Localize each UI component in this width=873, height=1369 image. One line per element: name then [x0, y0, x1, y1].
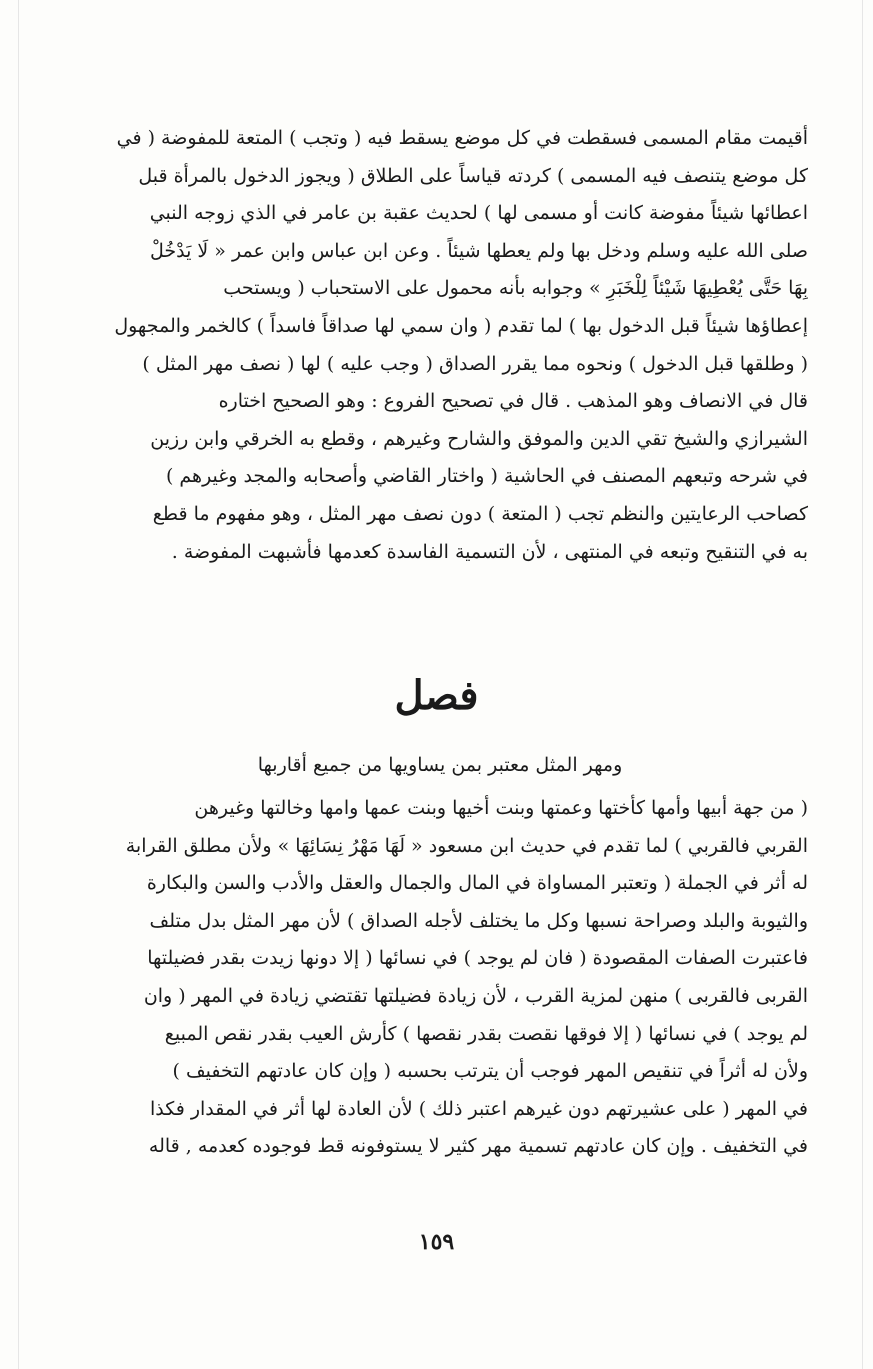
- section-subtitle: ومهر المثل معتبر بمن يساويها من جميع أقاربها: [257, 754, 623, 776]
- text-line: إعطاؤها شيئاً قبل الدخول بها ) لما تقدم ( وان سمي لها صداقاً فاسداً ) كالخمر والمجهول: [114, 314, 808, 337]
- page-number: ١٥٩: [418, 1229, 455, 1255]
- paragraph-top: [78, 120, 808, 571]
- text-line: كل موضع يتنصف فيه المسمى ) كردته قياساً على الطلاق ( ويجوز الدخول بالمرأة قبل: [138, 164, 808, 187]
- text-line: القربى فالقربى ) منهن لمزية القرب ، لأن زيادة فضيلتها تقتضي زيادة في المهر ( وان: [143, 984, 808, 1007]
- text-line: به في التنقيح وتبعه في المنتهى ، لأن التسمية الفاسدة كعدمها فأشبهت المفوضة .: [171, 540, 808, 563]
- text-line: بِهَا حَتَّى يُعْطِيهَا شَيْئاً لِلْخَبَرِ » وجوابه بأنه محمول على الاستحباب ( ويستحب: [223, 277, 808, 300]
- text-line: قال في الانصاف وهو المذهب . قال في تصحيح الفروع : وهو الصحيح اختاره: [218, 390, 808, 413]
- text-line: في التخفيف . وإن كان عادتهم تسمية مهر كثير لا يستوفونه قط فوجوده كعدمه , قاله: [148, 1135, 808, 1158]
- text-line: ( وطلقها قبل الدخول ) ونحوه مما يقرر الصداق ( وجب عليه ) لها ( نصف مهر المثل ): [142, 352, 808, 375]
- text-line: لم يوجد ) في نسائها ( إلا فوقها نقصت بقدر نقصها ) كأرش العيب بقدر نقص المبيع: [164, 1022, 808, 1045]
- section-title: فصل: [394, 672, 479, 719]
- text-line: الشيرازي والشيخ تقي الدين والموفق والشارح وغيرهم ، وقطع به الخرقي وابن رزين: [150, 427, 808, 450]
- text-line: في المهر ( على عشيرتهم دون غيرهم اعتبر ذلك ) لأن العادة لها أثر في المقدار فكذا: [149, 1097, 808, 1120]
- text-line: والثيوبة والبلد وصراحة نسبها وكل ما يختلف لأجله الصداق ) لأن مهر المثل بدل متلف: [149, 909, 808, 932]
- text-line: في شرحه وتبعهم المصنف في الحاشية ( واختار القاضي وأصحابه والمجد وغيرهم ): [165, 465, 808, 488]
- text-line: ( من جهة أبيها وأمها كأختها وعمتها وبنت أخيها وبنت عمها وامها وخالتها وغيرهن: [194, 797, 808, 819]
- text-line: صلى الله عليه وسلم ودخل بها ولم يعطها شيئاً . وعن ابن عباس وابن عمر « لَا يَدْخُلْ: [150, 239, 808, 262]
- paragraph-bottom: [78, 790, 808, 1166]
- text-line: أقيمت مقام المسمى فسقطت في كل موضع يسقط فيه ( وتجب ) المتعة للمفوضة ( في: [116, 127, 808, 149]
- text-line: القربي فالقربي ) لما تقدم في حديث ابن مسعود « لَهَا مَهْرُ نِسَائِهَا » ولأن مطلق القرابة: [125, 834, 808, 857]
- text-line: ولأن له أثراً في تنقيص المهر فوجب أن يترتب بحسبه ( وإن كان عادتهم التخفيف ): [172, 1060, 808, 1083]
- text-line: له أثر في الجملة ( وتعتبر المساواة في المال والجمال والعقل والأدب والسن والبكارة: [146, 872, 808, 895]
- text-line: كصاحب الرعايتين والنظم تجب ( المتعة ) دون نصف مهر المثل ، وهو مفهوم ما قطع: [152, 502, 808, 525]
- text-line: اعطائها شيئاً مفوضة كانت أو مسمى لها ) لحديث عقبة بن عامر في الذي زوجه النبي: [149, 202, 808, 225]
- text-line: فاعتبرت الصفات المقصودة ( فان لم يوجد ) في نسائها ( إلا دونها زيدت بقدر فضيلتها: [147, 947, 808, 970]
